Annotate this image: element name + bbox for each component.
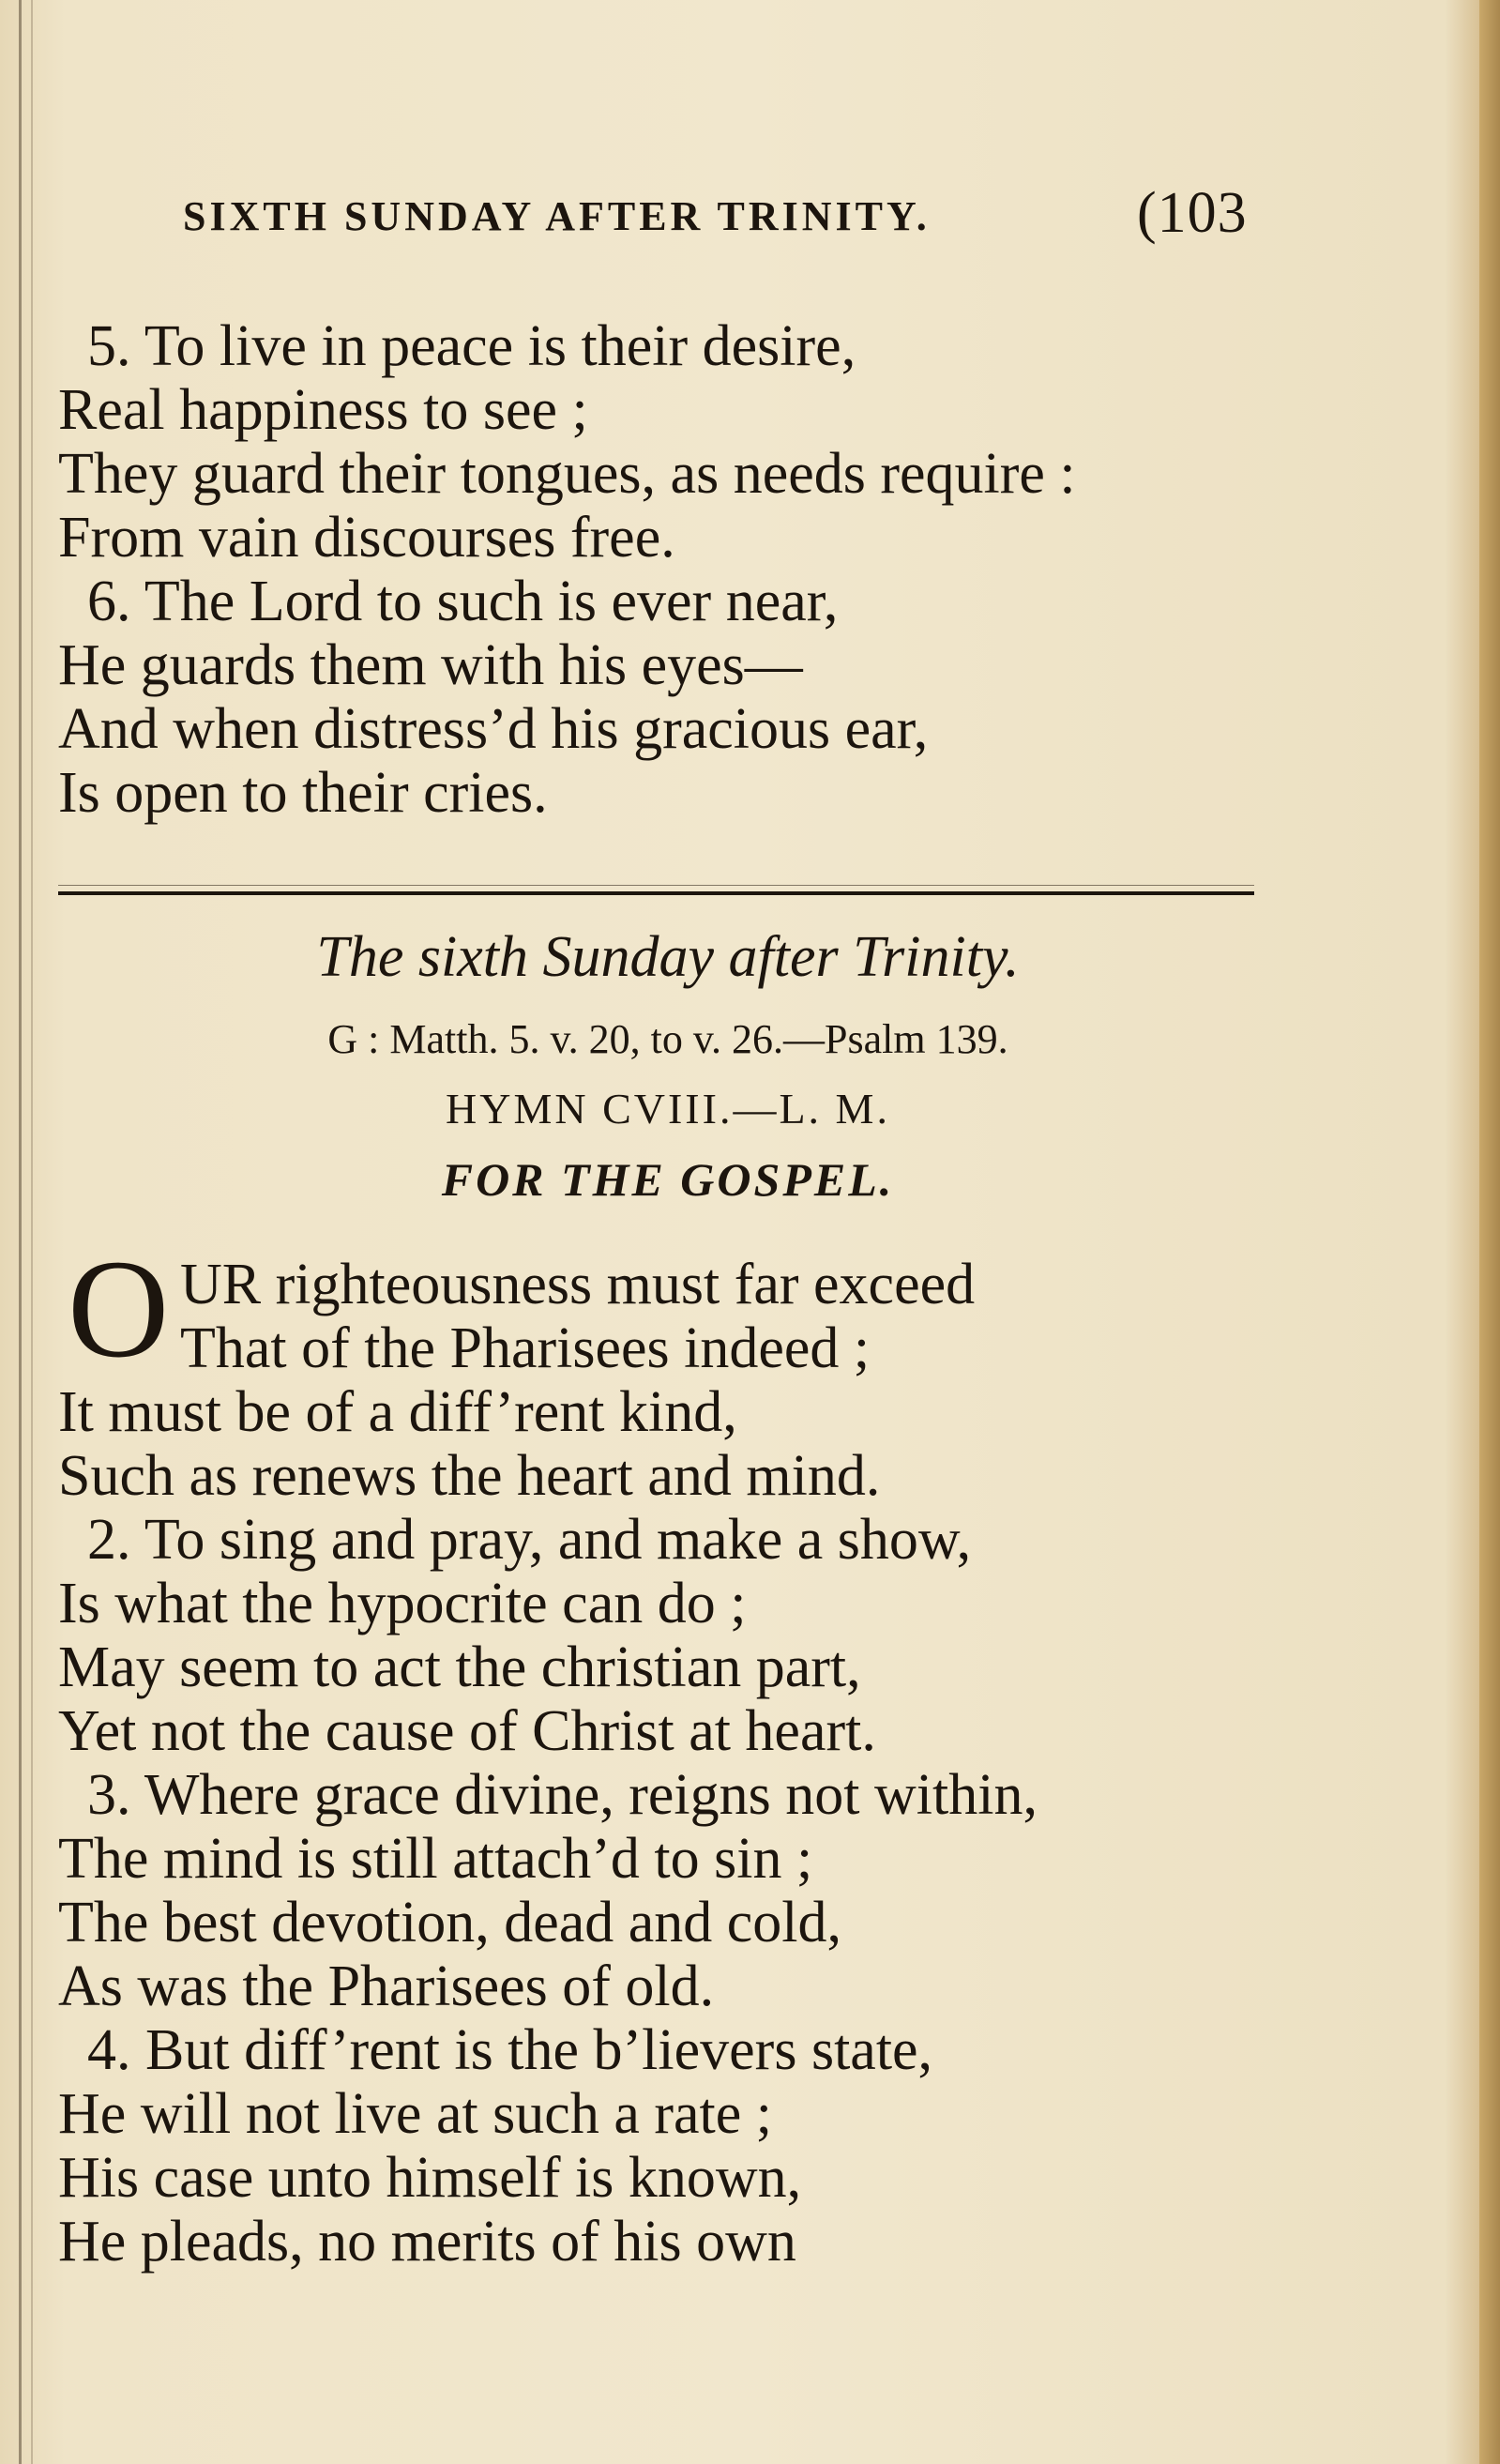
hymn-line: The mind is still attach’d to sin ;	[58, 1827, 813, 1891]
hymn-line: His case unto himself is known,	[58, 2146, 802, 2210]
verse-line: Is open to their cries.	[58, 761, 548, 825]
hymn-line: He pleads, no merits of his own	[58, 2210, 796, 2274]
verse-line: 6. The Lord to such is ever near,	[58, 570, 839, 633]
verse-line: From vain discourses free.	[58, 506, 675, 570]
page-edge	[1479, 0, 1500, 2464]
verse-line: 5. To live in peace is their desire,	[58, 314, 856, 378]
running-head: SIXTH SUNDAY AFTER TRINITY.	[183, 193, 931, 239]
verse-line: They guard their tongues, as needs require :	[58, 442, 1076, 506]
hymn-line: 4. But diff’rent is the b’lievers state,	[58, 2018, 933, 2082]
page-number: (103	[1137, 181, 1248, 245]
hymn-line: The best devotion, dead and cold,	[58, 1891, 842, 1954]
hymn-line: Is what the hypocrite can do ;	[58, 1572, 747, 1635]
hymn-title: HYMN CVIII.—L. M.	[446, 1085, 890, 1133]
hymn-subtitle: FOR THE GOSPEL.	[441, 1153, 895, 1206]
drop-cap: O	[68, 1231, 170, 1387]
verse-line: He guards them with his eyes—	[58, 633, 803, 697]
verse-line: And when distress’d his gracious ear,	[58, 697, 929, 761]
hymn-line: May seem to act the christian part,	[58, 1635, 861, 1699]
hymn-line: Such as renews the heart and mind.	[58, 1444, 881, 1508]
hymn-first-line: UR righteousness must far exceed	[180, 1253, 976, 1316]
hymn-line: 2. To sing and pray, and make a show,	[58, 1508, 972, 1572]
verse-line: Real happiness to see ;	[58, 378, 588, 442]
hymn-second-line: That of the Pharisees indeed ;	[180, 1316, 871, 1380]
binding-gutter-line	[19, 0, 22, 2464]
hymn-line: It must be of a diff’rent kind,	[58, 1380, 737, 1444]
sunday-title: The sixth Sunday after Trinity.	[316, 925, 1020, 989]
readings-line: G : Matth. 5. v. 20, to v. 26.—Psalm 139.	[327, 1016, 1008, 1062]
section-divider	[58, 891, 1254, 895]
binding-gutter-line-inner	[31, 0, 33, 2464]
hymn-line: He will not live at such a rate ;	[58, 2082, 772, 2146]
hymn-line: As was the Pharisees of old.	[58, 1954, 715, 2018]
section-divider-thin	[58, 885, 1254, 886]
hymn-line: Yet not the cause of Christ at heart.	[58, 1699, 876, 1763]
hymn-line: 3. Where grace divine, reigns not within,	[58, 1763, 1038, 1827]
